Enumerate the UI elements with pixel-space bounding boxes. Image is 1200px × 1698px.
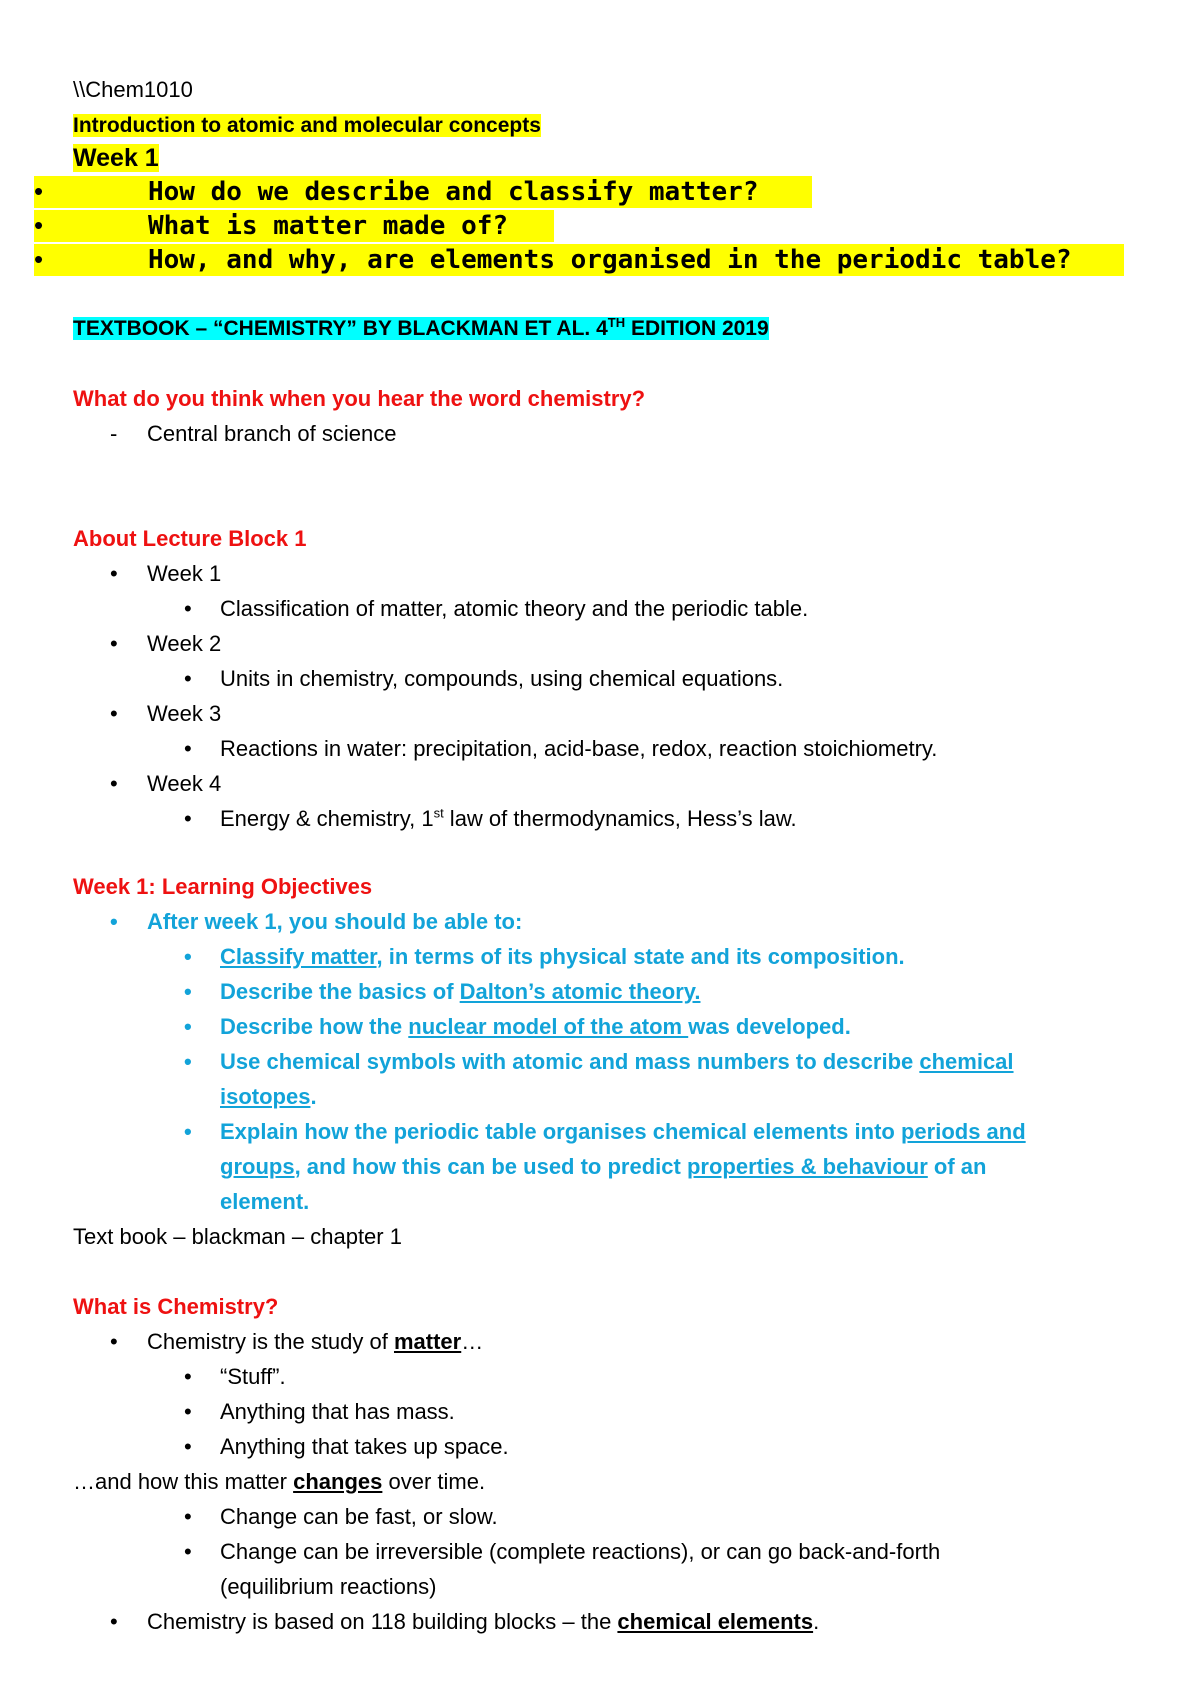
question-row-3 [34, 244, 1124, 276]
bullet-icon: • [184, 979, 192, 1004]
bullet-icon: • [184, 1434, 192, 1459]
objective-5-end: element. [220, 1189, 310, 1214]
objective-4: Use chemical symbols with atomic and mass numbers to describe chemical [220, 1049, 1014, 1074]
course-title: Introduction to atomic and molecular concepts [73, 114, 541, 137]
objective-1: Classify matter, in terms of its physical state and its composition. [220, 944, 905, 969]
bullet-icon: • [110, 1329, 118, 1354]
think-item: Central branch of science [147, 421, 397, 446]
bullet-icon: • [184, 1399, 192, 1424]
bullet-icon: • [184, 1049, 192, 1074]
question-3: How, and why, are elements organised in the periodic table? [148, 245, 1072, 275]
bullet-icon: • [184, 1504, 192, 1529]
objective-5-cont: groups, and how this can be used to predict properties & behaviour of an [220, 1154, 987, 1179]
heading-what-is-chemistry: What is Chemistry? [73, 1294, 279, 1319]
bullet-icon: • [110, 701, 118, 726]
bullet-icon: • [184, 1119, 192, 1144]
objective-link[interactable]: periods and [900, 1119, 1026, 1144]
matter-sub: Anything that takes up space. [220, 1434, 509, 1459]
bullet-icon: • [110, 561, 118, 586]
objectives-intro: After week 1, you should be able to: [147, 909, 523, 934]
matter-sub: Anything that has mass. [220, 1399, 455, 1424]
objective-3: Describe how the nuclear model of the atom was developed. [220, 1014, 851, 1039]
bullet-icon: • [34, 210, 44, 240]
objective-link[interactable]: groups [220, 1154, 295, 1179]
question-2: What is matter made of? [148, 211, 509, 241]
bullet-icon: • [184, 806, 192, 831]
bullet-icon: • [184, 1014, 192, 1039]
dash-bullet: - [110, 421, 118, 446]
bullet-icon: • [110, 631, 118, 656]
week-detail: Energy & chemistry, 1st law of thermodynamics, Hess’s law. [220, 805, 797, 831]
objective-link[interactable]: properties & behaviour [686, 1154, 928, 1179]
heading-think: What do you think when you hear the word chemistry? [73, 386, 646, 411]
objective-link[interactable]: chemical [919, 1049, 1014, 1074]
week-item: Week 3 [147, 701, 222, 726]
bullet-icon: • [110, 909, 118, 934]
week-detail: Units in chemistry, compounds, using chemical equations. [220, 666, 784, 691]
week-item: Week 4 [147, 771, 222, 796]
change-item: Change can be fast, or slow. [220, 1504, 498, 1529]
bullet-icon: • [110, 1609, 118, 1634]
objective-link[interactable]: isotopes [220, 1084, 311, 1109]
week-detail: Classification of matter, atomic theory and the periodic table. [220, 596, 809, 621]
changes-line: …and how this matter changes over time. [73, 1469, 486, 1494]
bullet-icon: • [184, 1539, 192, 1564]
objective-2: Describe the basics of Dalton’s atomic theory. [220, 979, 701, 1004]
objective-link[interactable]: Classify matter [220, 944, 377, 969]
building-blocks-line: Chemistry is based on 118 building blocks – the chemical elements. [147, 1609, 820, 1634]
study-line: Chemistry is the study of matter… [147, 1329, 484, 1354]
change-item-cont: (equilibrium reactions) [220, 1574, 437, 1599]
heading-about: About Lecture Block 1 [73, 526, 307, 551]
week-item: Week 1 [147, 561, 222, 586]
bullet-icon: • [110, 771, 118, 796]
bullet-icon: • [184, 944, 192, 969]
objective-link[interactable]: Dalton’s atomic theory. [459, 979, 701, 1004]
week-detail: Reactions in water: precipitation, acid-base, redox, reaction stoichiometry. [220, 736, 938, 761]
objective-link[interactable]: nuclear model of the atom [408, 1014, 689, 1039]
objective-5: Explain how the periodic table organises chemical elements into periods and [220, 1119, 1026, 1144]
bullet-icon: • [184, 596, 192, 621]
objective-4-cont: isotopes. [220, 1084, 317, 1109]
bullet-icon: • [184, 736, 192, 761]
textbook-note: Text book – blackman – chapter 1 [73, 1224, 402, 1249]
question-row-2 [34, 210, 554, 242]
matter-sub: “Stuff”. [220, 1364, 286, 1389]
week-label: Week 1 [73, 144, 159, 172]
textbook-reference: TEXTBOOK – “CHEMISTRY” BY BLACKMAN ET AL. 4TH EDITION 2019 [73, 315, 769, 340]
question-row-1 [34, 176, 812, 208]
change-item: Change can be irreversible (complete reactions), or can go back-and-forth [220, 1539, 941, 1564]
heading-objectives: Week 1: Learning Objectives [73, 874, 373, 899]
bullet-icon: • [184, 666, 192, 691]
bullet-icon: • [34, 244, 44, 274]
course-path: \\Chem1010 [73, 77, 193, 102]
week-item: Week 2 [147, 631, 222, 656]
question-1: How do we describe and classify matter? [148, 177, 759, 207]
bullet-icon: • [184, 1364, 192, 1389]
bullet-icon: • [34, 176, 44, 206]
